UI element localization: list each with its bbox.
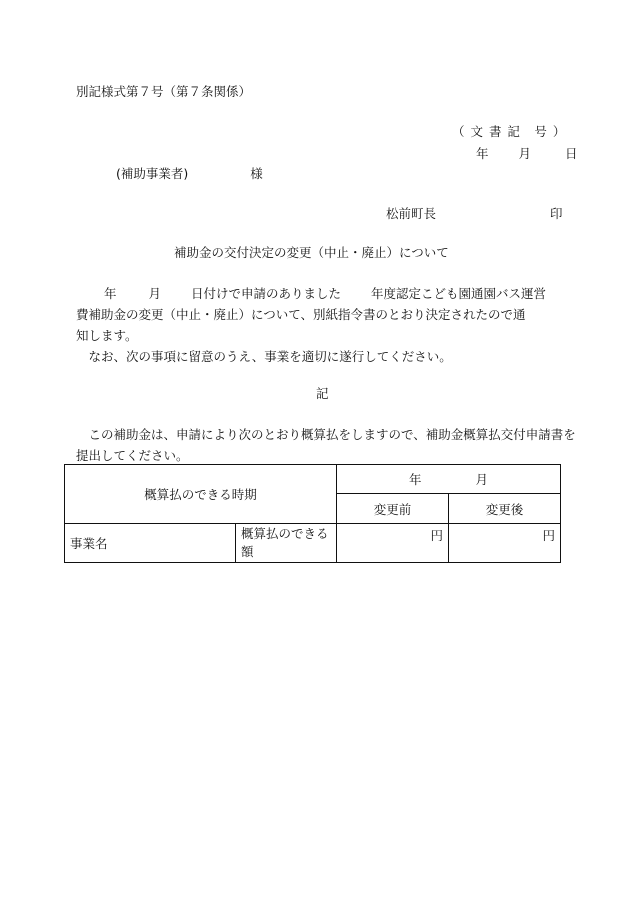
before-header: 変更前 <box>337 494 449 524</box>
amount-before-cell: 円 <box>337 524 449 563</box>
amount-label: 概算払のできる額 <box>241 526 329 559</box>
paragraph-2: なお、次の事項に留意のうえ、事業を適切に遂行してください。 <box>88 349 452 364</box>
paragraph-1-line-3: 知します。 <box>76 328 138 343</box>
form-number: 別記様式第７号（第７条関係） <box>76 84 252 99</box>
date-day: 日 <box>565 146 578 161</box>
sender-line <box>386 206 436 222</box>
para1-year: 年 <box>104 286 117 301</box>
advance-payment-table <box>64 464 561 563</box>
date-line <box>476 146 578 162</box>
document-title: 補助金の交付決定の変更（中止・廃止）について <box>174 245 449 260</box>
period-label-cell <box>65 465 337 524</box>
year-month-cell <box>337 465 561 494</box>
table-month: 月 <box>475 472 489 487</box>
project-label: 事業名 <box>70 536 108 551</box>
after-header: 変更後 <box>449 494 561 524</box>
sender: 松前町長 <box>386 206 437 221</box>
paragraph-1-line-1 <box>76 283 576 304</box>
para1-month: 月 <box>148 286 162 301</box>
table-year: 年 <box>409 472 422 487</box>
para1-text1: 日付けで申請のありました <box>191 286 342 301</box>
recipient-line <box>116 166 263 182</box>
recipient-suffix: 様 <box>250 166 263 181</box>
recipient: (補助事業者) <box>116 166 189 181</box>
amount-after-cell: 円 <box>449 524 561 563</box>
paragraph-1-line-2: 費補助金の変更（中止・廃止）について、別紙指令書のとおり決定されたので通 <box>76 307 526 322</box>
period-label: 概算払のできる時期 <box>144 487 257 502</box>
seal: 印 <box>550 206 563 221</box>
date-month: 月 <box>518 146 532 161</box>
para1-text2: 年度認定こども園通園バス運営 <box>371 286 547 301</box>
document-number: （ 文 書 記 号 ） <box>452 124 567 139</box>
amount-label-cell <box>236 524 337 563</box>
project-label-cell <box>65 524 236 563</box>
ki-heading: 記 <box>316 386 329 401</box>
notice-paragraph: この補助金は、申請により次のとおり概算払をしますので、補助金概算払交付申請書を提出してください。 <box>76 427 576 463</box>
date-year: 年 <box>476 146 489 161</box>
body-paragraphs <box>76 283 576 367</box>
